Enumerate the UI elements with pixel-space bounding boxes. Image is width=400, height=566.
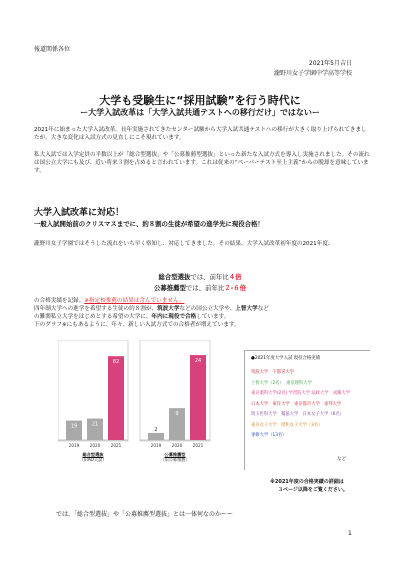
results-text-k: 下のグラフ※にもあるように、年々、新しい入試方式での合格者が増えています。 — [34, 322, 240, 328]
page-number: 1 — [348, 530, 352, 537]
bar-2019 — [148, 433, 164, 440]
result-value-sogo: ４倍 — [228, 273, 242, 281]
release-date: 2021年5月吉日 — [308, 60, 352, 67]
results-note: ※指定校推薦の結果は含んでいません。 — [84, 298, 185, 304]
category-tick-label: 2021 — [110, 443, 122, 448]
bar-chart-2 — [140, 340, 210, 448]
bar-chart-1 — [58, 340, 128, 448]
school-name: 瀧野川女子学園中学高等学校 — [273, 70, 352, 77]
results-paragraph — [34, 297, 370, 329]
section-subtitle: 一般入試開始前のクリスマスまでに、約８割の生徒が希望の進学先に現役合格！ — [34, 220, 264, 228]
result-line-sogo — [0, 272, 400, 281]
results-text-h: の難関私立大学をはじめとする希望の大学に、 — [34, 314, 152, 320]
results-text-a: の合格実績を記録。 — [34, 298, 85, 304]
university-list-nado: など — [337, 457, 347, 462]
details-note-line-2: ３ページ以降をご覧ください。 — [278, 487, 348, 493]
results-univ-sophia: 上智大学 — [235, 306, 258, 312]
chart-title: 公募推薦型 — [164, 452, 186, 457]
bar-value-label: 24 — [194, 358, 202, 365]
bar-value-label: 19 — [70, 423, 78, 430]
category-tick-label: 2019 — [68, 443, 80, 448]
result-mid-sogo: では、前年比 — [190, 273, 229, 281]
university-line: 上智大学（2名） 東京理科大学 — [251, 380, 312, 386]
result-label-kobo: 公募推薦型 — [153, 284, 186, 292]
chart-subtitle: （旧公募推薦） — [160, 457, 190, 462]
results-text-c: 四年制大学への進学を希望する生徒の約８割が、 — [34, 306, 158, 312]
results-text-j: しています。 — [196, 314, 230, 320]
result-value-kobo: ２-６倍 — [224, 284, 247, 292]
details-note-line-1: ※2021年度の合格実績の詳細は — [270, 479, 344, 485]
university-line: 日本大学 東洋大学 東京都市大学 東邦大学 — [251, 401, 342, 407]
university-list-title: ●2021年度大学入試 現役合格実績 — [251, 356, 321, 361]
chart-caption-1 — [58, 452, 128, 462]
closing-line: では、「総合型選抜」や「公募推薦型選抜」とは一体何なのかーー — [56, 511, 234, 518]
chart-title: 総合型選抜 — [82, 452, 104, 457]
university-line: 筑波大学 宇都宮大学 — [251, 370, 294, 375]
results-text-e: などの国公立大学や、 — [179, 306, 236, 312]
category-tick-label: 2020 — [171, 443, 183, 448]
university-results-box — [244, 350, 370, 470]
results-univ-tsukuba: 筑波大学 — [157, 306, 180, 312]
admission-bar-charts — [58, 340, 238, 450]
results-text-g: など — [257, 306, 269, 312]
section-paragraph: 瀧野川女子学園ではそうした流れをいち早く察知し、対応してきました。その結果、大学入試改革初年度の2021年度、 — [34, 241, 334, 247]
headline: 大学も受験生に“採用試験”を行う時代に — [99, 94, 301, 107]
category-tick-label: 2019 — [150, 443, 162, 448]
results-emphasis: 年内に現役で合格 — [151, 314, 197, 320]
chart-subtitle: （旧AO入試） — [79, 457, 107, 462]
bar-value-label: 9 — [175, 411, 179, 418]
bar-2021 — [108, 356, 124, 440]
university-line: 東京薬科大学(2名) 学習院大学 法政大学 成蹊大学 — [251, 391, 351, 396]
university-line: 埼玉医科大学 獨協大学 日本女子大学（6名） — [251, 412, 344, 417]
subheadline: ー大学入試改革は「大学入試共通テストへの移行だけ」ではないー — [80, 108, 320, 117]
intro-paragraph-1: 2021年に始まった大学入試改革。長年実施されてきたセンター試験から大学入試共通テストへの移行が大きく取り上げられてきましたが、大きな変化は入試方式の見直しにこそ現れています。 — [34, 127, 367, 141]
intro-paragraph-2: 私大入試では入学定員の半数以上が「総合型選抜」や「公募推薦型選抜」といった新たな入試方式を導入し実施されました。その流れは国公立大学にも及び、近い将来３割を占めると言われています。これは従来の“ペーパーテスト至上主義”からの脱却を意味しています。 — [34, 152, 370, 174]
bar-value-label: 21 — [91, 421, 99, 428]
category-tick-label: 2021 — [192, 443, 204, 448]
result-label-sogo: 総合型選抜 — [158, 273, 191, 281]
chart-caption-2 — [140, 452, 210, 462]
section-title: 大学入試改革に対応！ — [34, 208, 125, 218]
university-line: 専修大学（13名） — [251, 433, 287, 438]
addressee: 報道関係各位 — [34, 46, 71, 53]
category-tick-label: 2020 — [89, 443, 101, 448]
bar-2021 — [190, 355, 206, 440]
bar-value-label: 82 — [112, 359, 120, 366]
result-line-kobo — [0, 283, 400, 292]
university-line: 東京女子大学 昭和女子大学（3名） — [251, 422, 323, 428]
result-mid-kobo: では、前年比 — [185, 284, 225, 292]
bar-value-label: 2 — [154, 426, 158, 433]
